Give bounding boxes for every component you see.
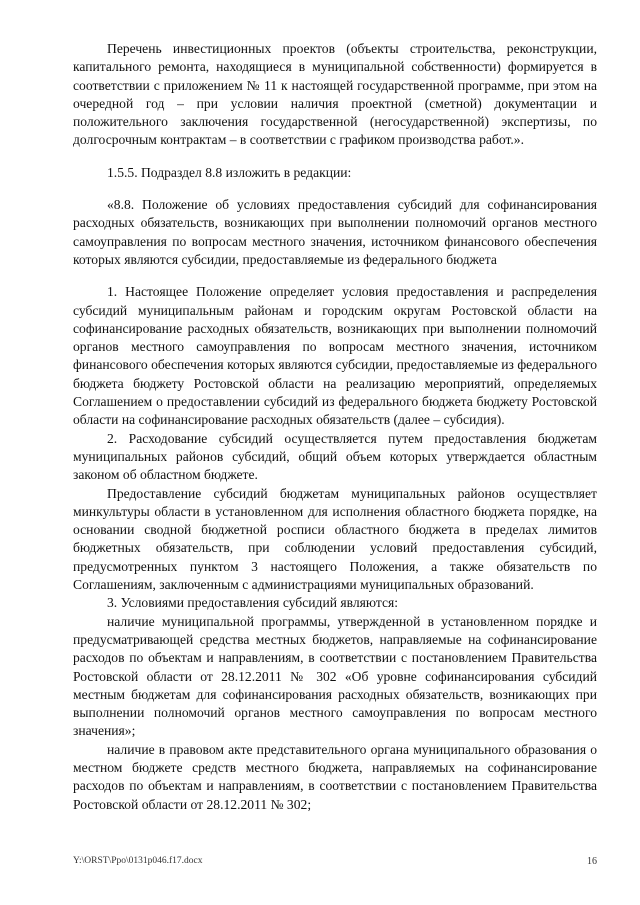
page-number: 16 [587,856,597,867]
footer-file-path: Y:\ORST\Ppo\0131p046.f17.docx [73,856,203,866]
paragraph-subsection-instruction: 1.5.5. Подраздел 8.8 изложить в редакции: [107,164,352,180]
paragraph-condition-program: наличие муниципальной программы, утвержденной в установленном порядке и предусматривающей средства местных бюджетов, направляемые на софинансирование расходов по объектам и направлениям, в соответствии с постановлением Правительства Ростовской области от 28.12.2011 № 302 «Об уровне софинансирования субсидий местным бюджетам для софинансирования расходных обязательств, возникающих при выполнении полномочий органов местного самоуправления по вопросам местного значения»; [73,613,597,739]
paragraph-clause-3: 3. Условиями предоставления субсидий являются: [107,595,399,611]
document-body [73,40,597,814]
paragraph-condition-budget-act: наличие в правовом акте представительного органа муниципального образования о местном бюджете средств местного бюджета, направляемых на софинансирование расходов по объектам и направлениям, в соответствии с постановлением Правительства Ростовской области от 28.12.2011 № 302; [73,741,597,812]
paragraph-clause-2: 2. Расходование субсидий осуществляется путем предоставления бюджетам муниципальных районов субсидий, общий объем которых утверждается областным законом об областном бюджете. [73,430,597,483]
paragraph-investment-projects: Перечень инвестиционных проектов (объекты строительства, реконструкции, капитального ремонта, находящиеся в муниципальной собственности) формируется в соответствии с приложением № 11 к настоящей государственной программе, при этом на очередной год – при условии наличия проектной (сметной) документации и положительного заключения государственной (негосударственной) экспертизы, по долгосрочным контрактам – в соответствии с графиком производства работ.». [73,41,597,148]
section-heading-8-8: «8.8. Положение об условиях предоставления субсидий для софинансирования расходных обязательств, возникающих при выполнении полномочий органов местного самоуправления по вопросам местного значения, источником финансового обеспечения которых являются субсидии, предоставляемые из федерального бюджета [73,197,597,267]
paragraph-clause-1: 1. Настоящее Положение определяет условия предоставления и распределения субсидий муниципальным районам и городским округам Ростовской области на софинансирование расходных обязательств, возникающих при выполнении полномочий органов местного самоуправления по вопросам местного значения, источником финансового обеспечения которых являются субсидии, предоставляемые из федерального бюджета бюджету Ростовской области на реализацию мероприятий, определяемых Соглашением о предоставлении субсидий из федерального бюджета бюджету Ростовской области на софинансирование расходных обязательств (далее – субсидия). [73,284,597,428]
paragraph-subsidy-provision: Предоставление субсидий бюджетам муниципальных районов осуществляет минкультуры области в установленном для исполнения областного бюджета порядке, на основании сводной бюджетной росписи областного бюджета в пределах лимитов бюджетных обязательств, при соблюдении условий предоставления субсидий, предусмотренных пунктом 3 настоящего Положения, а также обязательств по Соглашениям, заключенным с администрациями муниципальных образований. [73,485,597,593]
